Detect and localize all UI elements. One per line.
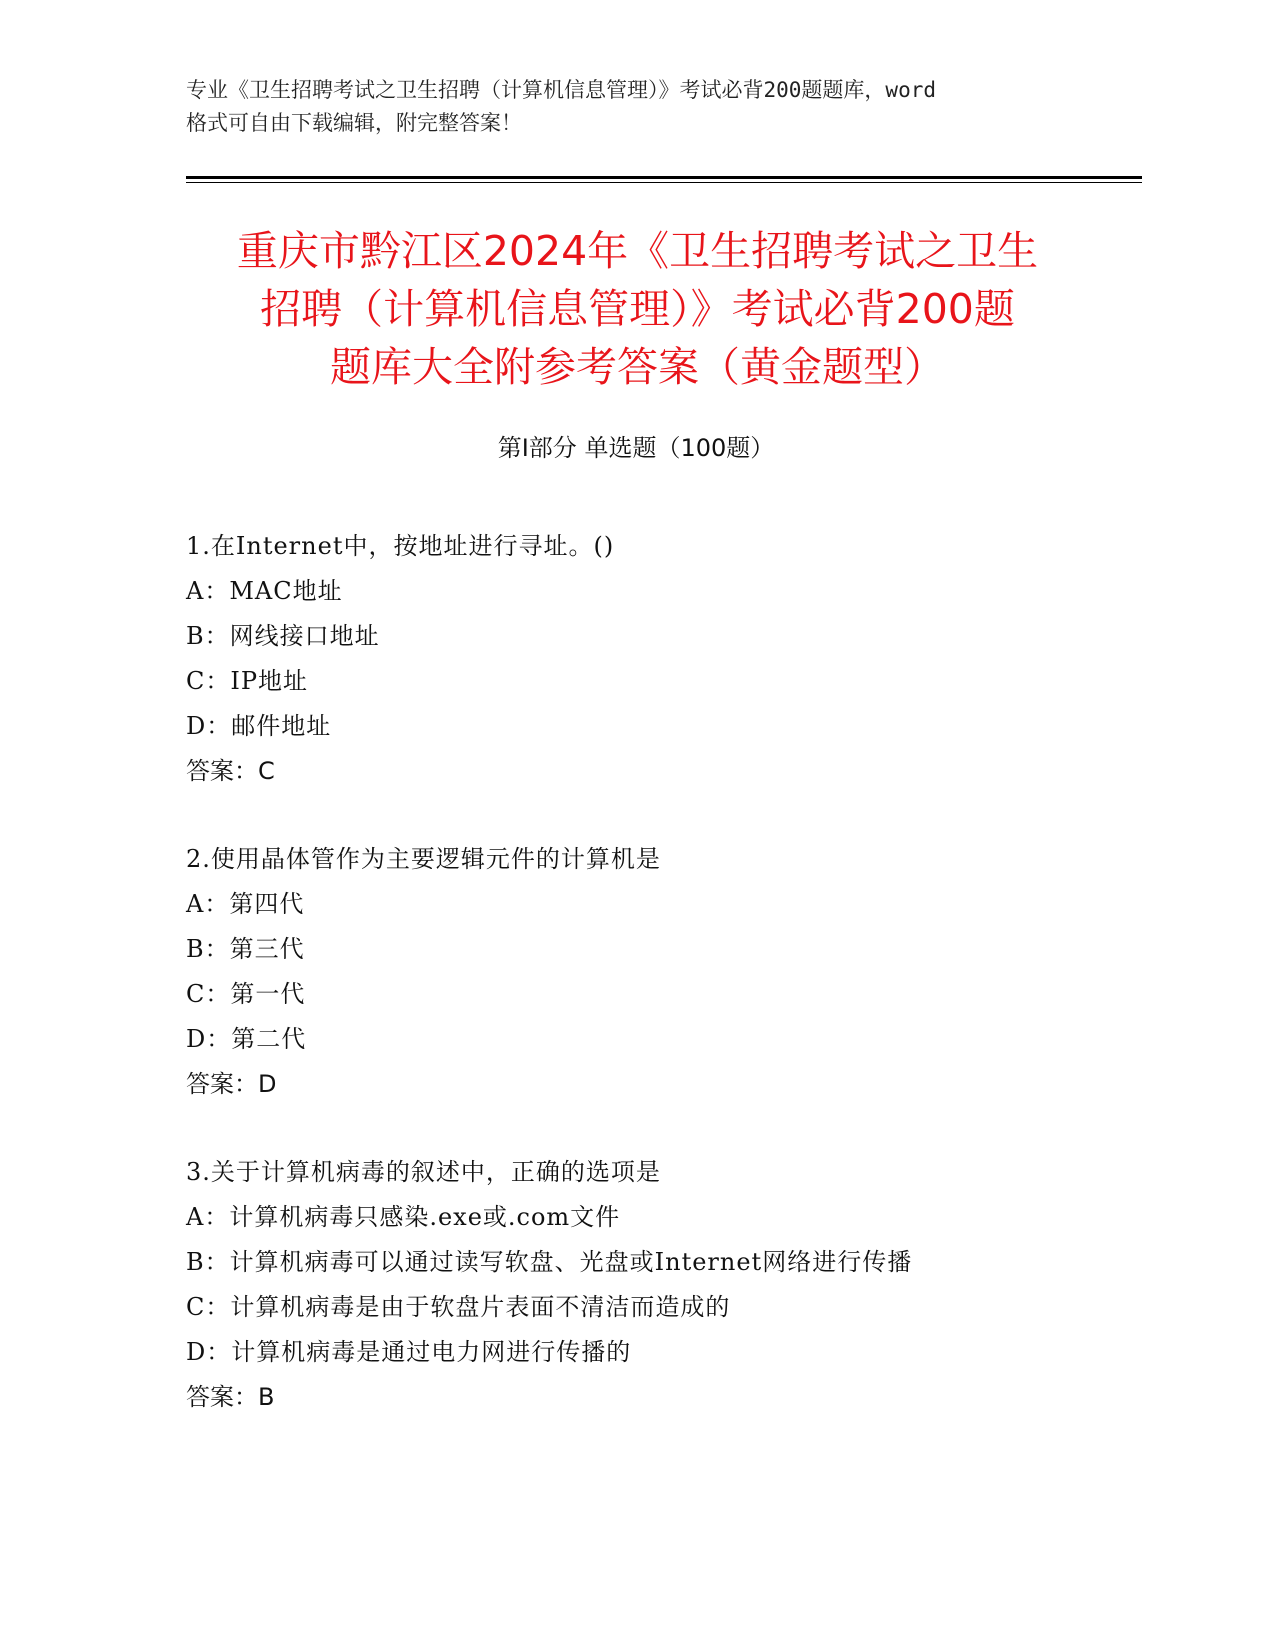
question-stem: 1.在Internet中，按地址进行寻址。(): [186, 532, 615, 560]
answer-label: 答案：C: [186, 757, 275, 785]
header-divider-thin: [186, 182, 1142, 183]
title-line-2: 招聘（计算机信息管理）》考试必背200题: [260, 285, 1015, 333]
option-d: D：第二代: [186, 1025, 307, 1053]
option-c: C：第一代: [186, 980, 306, 1008]
option-d: D：邮件地址: [186, 712, 332, 740]
question-item-3: [186, 1150, 1146, 1420]
question-stem: 3.关于计算机病毒的叙述中，正确的选项是: [186, 1158, 661, 1186]
option-c: C：计算机病毒是由于软盘片表面不清洁而造成的: [186, 1293, 731, 1321]
title-line-3: 题库大全附参考答案（黄金题型）: [330, 343, 945, 391]
question-item-2: [186, 837, 1146, 1107]
option-d: D：计算机病毒是通过电力网进行传播的: [186, 1338, 632, 1366]
option-b: B：网线接口地址: [186, 622, 380, 650]
answer-label: 答案：B: [186, 1383, 275, 1411]
option-a: A：第四代: [186, 890, 305, 918]
option-c: C：IP地址: [186, 667, 308, 695]
section-title: 第Ⅰ部分 单选题（100题）: [497, 434, 775, 462]
header-divider-thick: [186, 176, 1142, 179]
header-note-line-2: 格式可自由下载编辑，附完整答案！: [186, 111, 522, 135]
document-header-note: [186, 74, 1086, 140]
question-stem: 2.使用晶体管作为主要逻辑元件的计算机是: [186, 845, 661, 873]
option-a: A：计算机病毒只感染.exe或.com文件: [186, 1203, 621, 1231]
header-note-line-1: 专业《卫生招聘考试之卫生招聘（计算机信息管理）》考试必背200题题库，word: [186, 78, 936, 102]
answer-label: 答案：D: [186, 1070, 277, 1098]
option-b: B：计算机病毒可以通过读写软盘、光盘或Internet网络进行传播: [186, 1248, 913, 1276]
title-line-1: 重庆市黔江区2024年《卫生招聘考试之卫生: [236, 227, 1039, 275]
option-b: B：第三代: [186, 935, 305, 963]
document-title: [150, 222, 1125, 396]
question-list: [186, 524, 1146, 1463]
option-a: A：MAC地址: [186, 577, 343, 605]
question-item-1: [186, 524, 1146, 794]
